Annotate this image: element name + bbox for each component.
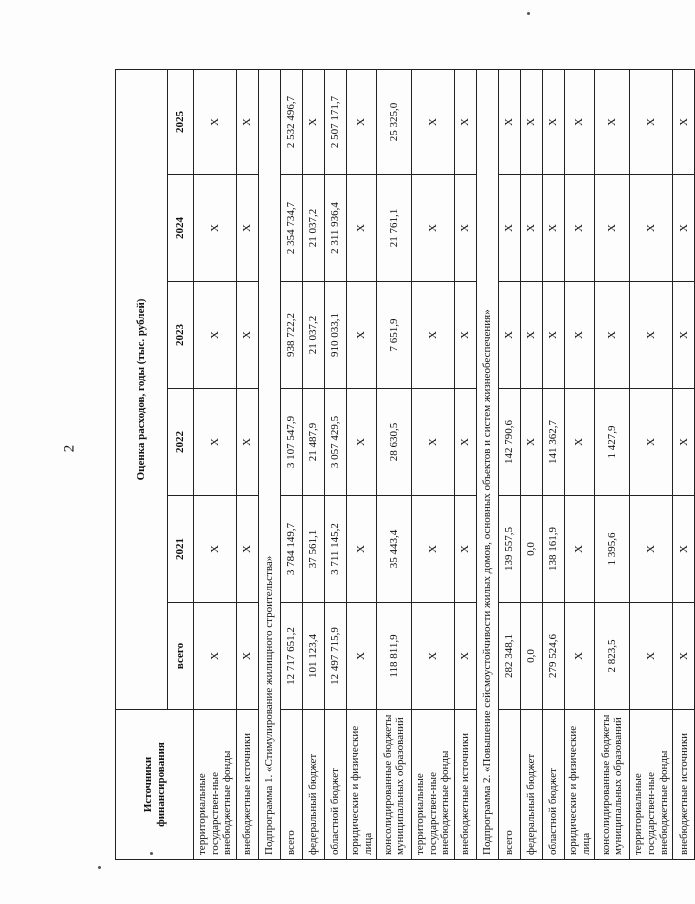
source-cell: федеральный бюджет bbox=[521, 710, 543, 860]
value-cell: X bbox=[236, 496, 258, 603]
value-cell: 21 037,2 bbox=[302, 282, 324, 389]
value-cell: 282 348,1 bbox=[499, 603, 521, 710]
value-cell: X bbox=[565, 282, 595, 389]
value-cell: X bbox=[455, 496, 477, 603]
value-cell: 3 107 547,9 bbox=[280, 389, 302, 496]
value-cell: 7 651,9 bbox=[377, 282, 412, 389]
source-cell: консолидированные бюджеты муниципальных образований bbox=[595, 710, 630, 860]
col-header-2021: 2021 bbox=[168, 496, 194, 603]
value-cell: X bbox=[630, 389, 673, 496]
value-cell: 12 497 715,9 bbox=[324, 603, 346, 710]
source-cell: территориальные государствен-ные внебюджетные фонды bbox=[630, 710, 673, 860]
value-cell: X bbox=[630, 282, 673, 389]
value-cell: X bbox=[412, 389, 455, 496]
value-cell: 21 037,2 bbox=[302, 175, 324, 282]
value-cell: X bbox=[346, 603, 376, 710]
value-cell: 938 722,2 bbox=[280, 282, 302, 389]
source-cell: областной бюджет bbox=[543, 710, 565, 860]
value-cell: X bbox=[412, 282, 455, 389]
table-row bbox=[302, 69, 324, 859]
value-cell: 2 354 734,7 bbox=[280, 175, 302, 282]
source-cell: территориальные государствен-ные внебюджетные фонды bbox=[194, 710, 237, 860]
value-cell: X bbox=[455, 69, 477, 174]
table-body bbox=[194, 69, 695, 859]
col-header-2024: 2024 bbox=[168, 175, 194, 282]
scan-speck bbox=[527, 12, 530, 15]
section-title: Подпрограмма 2. «Повышение сейсмоустойчивости жилых домов, основных объектов и систем жизнеобеспечения» bbox=[477, 69, 499, 859]
source-cell: юридические и физические лица bbox=[346, 710, 376, 860]
value-cell: X bbox=[521, 389, 543, 496]
value-cell: X bbox=[346, 496, 376, 603]
scan-speck bbox=[150, 852, 153, 855]
value-cell: 141 362,7 bbox=[543, 389, 565, 496]
col-header-2025: 2025 bbox=[168, 69, 194, 174]
source-cell: внебюджетные источники bbox=[673, 710, 695, 860]
table-row bbox=[673, 69, 695, 859]
table-row bbox=[280, 69, 302, 859]
value-cell: X bbox=[595, 282, 630, 389]
value-cell: 2 823,5 bbox=[595, 603, 630, 710]
scan-speck bbox=[98, 866, 101, 869]
value-cell: X bbox=[346, 282, 376, 389]
value-cell: X bbox=[499, 175, 521, 282]
value-cell: 2 507 171,7 bbox=[324, 69, 346, 174]
finance-table bbox=[115, 69, 695, 860]
table-row bbox=[324, 69, 346, 859]
value-cell: X bbox=[412, 175, 455, 282]
sources-header: Источники финансирования bbox=[116, 710, 194, 860]
table-row bbox=[377, 69, 412, 859]
value-cell: X bbox=[236, 175, 258, 282]
value-cell: X bbox=[236, 69, 258, 174]
value-cell: X bbox=[346, 175, 376, 282]
value-cell: X bbox=[499, 69, 521, 174]
value-cell: 2 311 936,4 bbox=[324, 175, 346, 282]
value-cell: X bbox=[194, 282, 237, 389]
col-header-total: всего bbox=[168, 603, 194, 710]
value-cell: 138 161,9 bbox=[543, 496, 565, 603]
source-cell: федеральный бюджет bbox=[302, 710, 324, 860]
value-cell: X bbox=[521, 69, 543, 174]
value-cell: 3 784 149,7 bbox=[280, 496, 302, 603]
value-cell: X bbox=[455, 389, 477, 496]
value-cell: 118 811,9 bbox=[377, 603, 412, 710]
estimate-header: Оценка расходов, годы (тыс. рублей) bbox=[116, 69, 168, 709]
value-cell: 21 761,1 bbox=[377, 175, 412, 282]
value-cell: X bbox=[630, 175, 673, 282]
value-cell: 910 033,1 bbox=[324, 282, 346, 389]
section-row bbox=[477, 69, 499, 859]
value-cell: X bbox=[595, 175, 630, 282]
value-cell: X bbox=[565, 496, 595, 603]
value-cell: X bbox=[194, 389, 237, 496]
source-cell: областной бюджет bbox=[324, 710, 346, 860]
value-cell: X bbox=[521, 282, 543, 389]
value-cell: X bbox=[455, 282, 477, 389]
value-cell: X bbox=[630, 496, 673, 603]
value-cell: 3 711 145,2 bbox=[324, 496, 346, 603]
source-cell: консолидированные бюджеты муниципальных образований bbox=[377, 710, 412, 860]
value-cell: 0,0 bbox=[521, 496, 543, 603]
table-row bbox=[455, 69, 477, 859]
value-cell: 139 557,5 bbox=[499, 496, 521, 603]
value-cell: X bbox=[630, 603, 673, 710]
value-cell: X bbox=[412, 496, 455, 603]
value-cell: X bbox=[673, 603, 695, 710]
source-cell: внебюджетные источники bbox=[236, 710, 258, 860]
value-cell: 1 395,6 bbox=[595, 496, 630, 603]
value-cell: X bbox=[673, 389, 695, 496]
rotated-table-container bbox=[115, 70, 690, 860]
value-cell: 28 630,5 bbox=[377, 389, 412, 496]
value-cell: X bbox=[236, 389, 258, 496]
source-cell: всего bbox=[280, 710, 302, 860]
value-cell: X bbox=[412, 69, 455, 174]
table-row bbox=[595, 69, 630, 859]
value-cell: 3 057 429,5 bbox=[324, 389, 346, 496]
table-row bbox=[543, 69, 565, 859]
value-cell: 21 487,9 bbox=[302, 389, 324, 496]
value-cell: X bbox=[236, 603, 258, 710]
value-cell: X bbox=[543, 175, 565, 282]
col-header-2023: 2023 bbox=[168, 282, 194, 389]
section-title: Подпрограмма 1. «Стимулирование жилищного строительства» bbox=[258, 69, 280, 859]
table-row bbox=[236, 69, 258, 859]
value-cell: 0,0 bbox=[521, 603, 543, 710]
col-header-2022: 2022 bbox=[168, 389, 194, 496]
value-cell: X bbox=[455, 175, 477, 282]
value-cell: X bbox=[499, 282, 521, 389]
value-cell: X bbox=[565, 69, 595, 174]
source-cell: внебюджетные источники bbox=[455, 710, 477, 860]
value-cell: X bbox=[630, 69, 673, 174]
table-row bbox=[521, 69, 543, 859]
value-cell: 1 427,9 bbox=[595, 389, 630, 496]
value-cell: 12 717 651,2 bbox=[280, 603, 302, 710]
table-row bbox=[412, 69, 455, 859]
source-cell: всего bbox=[499, 710, 521, 860]
value-cell: X bbox=[673, 69, 695, 174]
value-cell: X bbox=[194, 603, 237, 710]
value-cell: X bbox=[194, 175, 237, 282]
source-cell: юридические и физические лица bbox=[565, 710, 595, 860]
value-cell: X bbox=[194, 496, 237, 603]
value-cell: X bbox=[346, 389, 376, 496]
value-cell: 101 123,4 bbox=[302, 603, 324, 710]
value-cell: X bbox=[521, 175, 543, 282]
value-cell: X bbox=[412, 603, 455, 710]
table-row bbox=[499, 69, 521, 859]
value-cell: X bbox=[565, 603, 595, 710]
value-cell: X bbox=[673, 175, 695, 282]
value-cell: X bbox=[595, 69, 630, 174]
value-cell: X bbox=[673, 282, 695, 389]
table-row bbox=[194, 69, 237, 859]
value-cell: X bbox=[194, 69, 237, 174]
value-cell: X bbox=[673, 496, 695, 603]
table-row bbox=[630, 69, 673, 859]
value-cell: 279 524,6 bbox=[543, 603, 565, 710]
source-cell: территориальные государствен-ные внебюджетные фонды bbox=[412, 710, 455, 860]
value-cell: X bbox=[236, 282, 258, 389]
table-row bbox=[346, 69, 376, 859]
value-cell: X bbox=[543, 282, 565, 389]
value-cell: X bbox=[565, 175, 595, 282]
value-cell: X bbox=[302, 69, 324, 174]
table-row bbox=[565, 69, 595, 859]
section-row bbox=[258, 69, 280, 859]
value-cell: 142 790,6 bbox=[499, 389, 521, 496]
value-cell: X bbox=[543, 69, 565, 174]
page-number: 2 bbox=[61, 444, 78, 453]
value-cell: 35 443,4 bbox=[377, 496, 412, 603]
value-cell: 37 561,1 bbox=[302, 496, 324, 603]
value-cell: 2 532 496,7 bbox=[280, 69, 302, 174]
value-cell: X bbox=[565, 389, 595, 496]
value-cell: X bbox=[346, 69, 376, 174]
value-cell: X bbox=[455, 603, 477, 710]
value-cell: 25 325,0 bbox=[377, 69, 412, 174]
